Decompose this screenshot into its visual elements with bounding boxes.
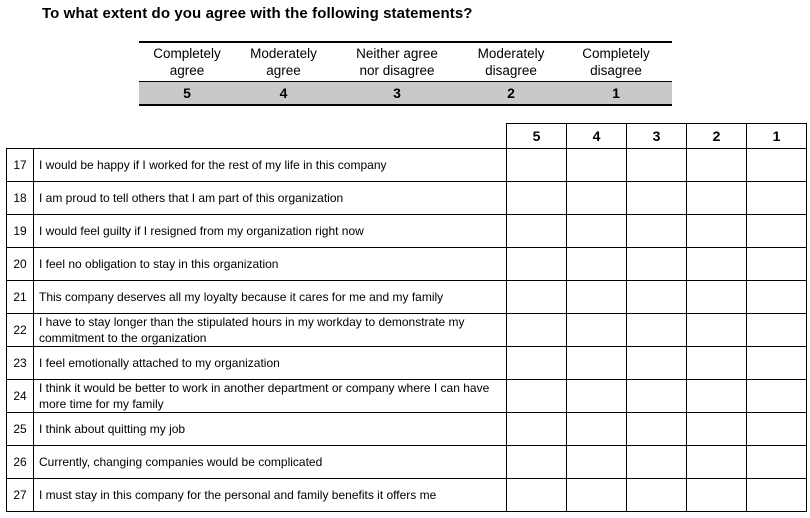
item-number: 27 xyxy=(7,479,34,512)
item-number: 18 xyxy=(7,182,34,215)
response-cell-5[interactable] xyxy=(507,446,567,479)
response-cell-4[interactable] xyxy=(567,479,627,512)
item-statement: I would feel guilty if I resigned from my organization right now xyxy=(34,215,507,248)
item-statement: I am proud to tell others that I am part of this organization xyxy=(34,182,507,215)
item-statement: I must stay in this company for the personal and family benefits it offers me xyxy=(34,479,507,512)
item-number: 22 xyxy=(7,314,34,347)
item-number: 21 xyxy=(7,281,34,314)
scale-legend xyxy=(139,41,672,106)
grid-body xyxy=(7,149,807,512)
response-cell-1[interactable] xyxy=(747,248,807,281)
scale-header-3: 3 xyxy=(627,124,687,149)
response-cell-3[interactable] xyxy=(627,380,687,413)
scale-header-1: 1 xyxy=(747,124,807,149)
table-row xyxy=(7,413,807,446)
scale-header-4: 4 xyxy=(567,124,627,149)
table-row xyxy=(7,215,807,248)
table-row xyxy=(7,149,807,182)
response-cell-1[interactable] xyxy=(747,347,807,380)
response-cell-1[interactable] xyxy=(747,215,807,248)
item-number: 23 xyxy=(7,347,34,380)
table-row xyxy=(7,314,807,347)
legend-code-5: 5 xyxy=(139,82,235,106)
response-cell-5[interactable] xyxy=(507,281,567,314)
legend-code-1: 1 xyxy=(560,82,672,106)
questionnaire-grid xyxy=(6,123,807,512)
scale-header-2: 2 xyxy=(687,124,747,149)
response-cell-2[interactable] xyxy=(687,479,747,512)
response-cell-3[interactable] xyxy=(627,347,687,380)
response-cell-5[interactable] xyxy=(507,380,567,413)
item-statement: Currently, changing companies would be complicated xyxy=(34,446,507,479)
response-cell-3[interactable] xyxy=(627,281,687,314)
response-cell-2[interactable] xyxy=(687,215,747,248)
response-cell-1[interactable] xyxy=(747,314,807,347)
table-row xyxy=(7,182,807,215)
page-title: To what extent do you agree with the following statements? xyxy=(42,5,473,22)
response-cell-2[interactable] xyxy=(687,380,747,413)
item-number: 19 xyxy=(7,215,34,248)
legend-label-3: Neither agree nor disagree xyxy=(332,42,462,82)
response-cell-1[interactable] xyxy=(747,413,807,446)
response-cell-5[interactable] xyxy=(507,149,567,182)
table-row xyxy=(7,380,807,413)
response-cell-4[interactable] xyxy=(567,149,627,182)
response-cell-4[interactable] xyxy=(567,413,627,446)
response-cell-2[interactable] xyxy=(687,347,747,380)
response-cell-5[interactable] xyxy=(507,215,567,248)
item-statement: I feel emotionally attached to my organization xyxy=(34,347,507,380)
legend-label-5: Completely agree xyxy=(139,42,235,82)
response-cell-2[interactable] xyxy=(687,413,747,446)
legend-code-2: 2 xyxy=(462,82,560,106)
response-cell-4[interactable] xyxy=(567,380,627,413)
item-statement: I think it would be better to work in another department or company where I can have more time for my family xyxy=(34,380,507,413)
legend-code-3: 3 xyxy=(332,82,462,106)
response-cell-3[interactable] xyxy=(627,215,687,248)
legend-label-2: Moderately disagree xyxy=(462,42,560,82)
response-cell-2[interactable] xyxy=(687,248,747,281)
response-cell-4[interactable] xyxy=(567,215,627,248)
legend-code-4: 4 xyxy=(235,82,332,106)
response-cell-1[interactable] xyxy=(747,380,807,413)
response-cell-1[interactable] xyxy=(747,182,807,215)
item-number: 20 xyxy=(7,248,34,281)
item-statement: This company deserves all my loyalty because it cares for me and my family xyxy=(34,281,507,314)
response-cell-3[interactable] xyxy=(627,149,687,182)
response-cell-1[interactable] xyxy=(747,149,807,182)
response-cell-5[interactable] xyxy=(507,347,567,380)
response-cell-4[interactable] xyxy=(567,446,627,479)
legend-label-1: Completely disagree xyxy=(560,42,672,82)
response-cell-5[interactable] xyxy=(507,248,567,281)
table-row xyxy=(7,281,807,314)
legend-label-4: Moderately agree xyxy=(235,42,332,82)
response-cell-5[interactable] xyxy=(507,182,567,215)
item-statement: I feel no obligation to stay in this organization xyxy=(34,248,507,281)
response-cell-3[interactable] xyxy=(627,314,687,347)
item-statement: I have to stay longer than the stipulated hours in my workday to demonstrate my commitment to the organization xyxy=(34,314,507,347)
item-number: 26 xyxy=(7,446,34,479)
response-cell-4[interactable] xyxy=(567,281,627,314)
response-cell-5[interactable] xyxy=(507,413,567,446)
response-cell-1[interactable] xyxy=(747,446,807,479)
grid-header-spacer xyxy=(7,124,507,149)
response-cell-4[interactable] xyxy=(567,347,627,380)
response-cell-3[interactable] xyxy=(627,413,687,446)
response-cell-2[interactable] xyxy=(687,149,747,182)
response-cell-2[interactable] xyxy=(687,446,747,479)
item-statement: I think about quitting my job xyxy=(34,413,507,446)
item-number: 17 xyxy=(7,149,34,182)
response-cell-5[interactable] xyxy=(507,314,567,347)
response-cell-2[interactable] xyxy=(687,314,747,347)
item-number: 24 xyxy=(7,380,34,413)
response-cell-3[interactable] xyxy=(627,248,687,281)
response-cell-5[interactable] xyxy=(507,479,567,512)
scale-header-5: 5 xyxy=(507,124,567,149)
response-cell-2[interactable] xyxy=(687,281,747,314)
response-cell-4[interactable] xyxy=(567,248,627,281)
response-cell-4[interactable] xyxy=(567,182,627,215)
table-row xyxy=(7,347,807,380)
item-number: 25 xyxy=(7,413,34,446)
response-cell-3[interactable] xyxy=(627,479,687,512)
table-row xyxy=(7,248,807,281)
response-cell-4[interactable] xyxy=(567,314,627,347)
table-row xyxy=(7,479,807,512)
table-row xyxy=(7,446,807,479)
response-cell-3[interactable] xyxy=(627,182,687,215)
response-cell-1[interactable] xyxy=(747,479,807,512)
item-statement: I would be happy if I worked for the rest of my life in this company xyxy=(34,149,507,182)
response-cell-1[interactable] xyxy=(747,281,807,314)
response-cell-3[interactable] xyxy=(627,446,687,479)
response-cell-2[interactable] xyxy=(687,182,747,215)
